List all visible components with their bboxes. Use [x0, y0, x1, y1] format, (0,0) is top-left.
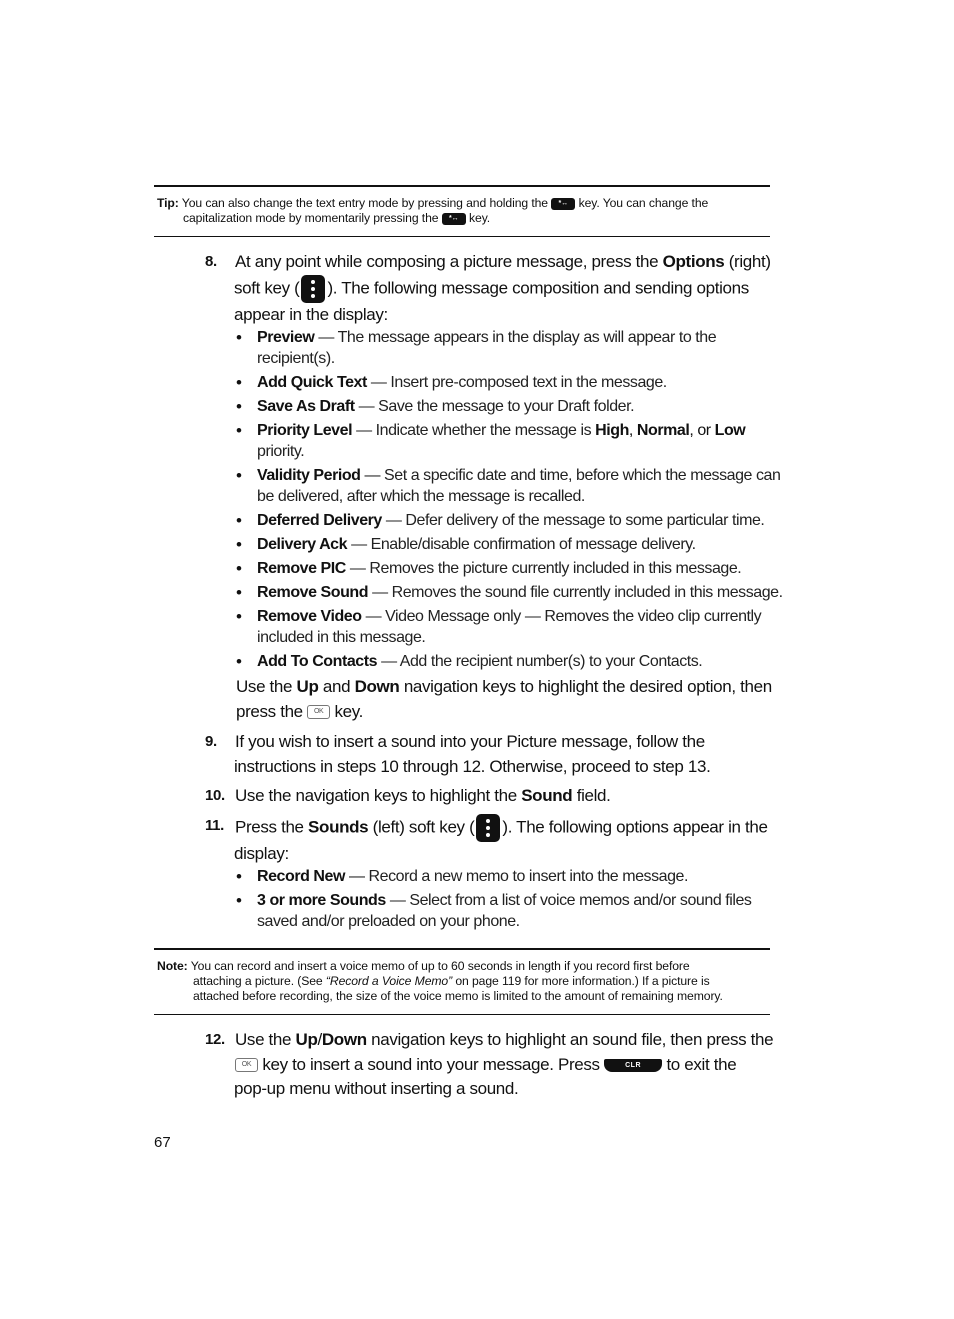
list-item: • Save As Draft — Save the message to your Draft folder. [236, 396, 776, 417]
step-10: 10. Use the navigation keys to highlight the Sound field. [205, 784, 770, 809]
step-12: 12. Use the Up/Down navigation keys to highlight an sound file, then press the OK key to insert a sound into your message. Press CLR to exit the pop-up menu without inserting a sound. [205, 1030, 774, 1098]
page-number: 67 [154, 1134, 171, 1151]
tip-box [157, 196, 769, 226]
step-8 [205, 250, 770, 327]
step-number: 11. [205, 817, 224, 834]
step8-text: appear in the display: [234, 304, 388, 324]
list-item: • Add Quick Text — Insert pre-composed text in the message. [236, 372, 776, 393]
left-soft-key-icon [476, 814, 500, 842]
list-item: • Delivery Ack — Enable/disable confirmation of message delivery. [236, 534, 776, 555]
step8-text: At any point while composing a picture message, press the [235, 252, 659, 271]
step-8-continuation: Use the Up and Down navigation keys to highlight the desired option, then press the OK key. [236, 677, 772, 721]
step11-options-list [236, 866, 776, 932]
list-item: • Remove Sound — Removes the sound file currently included in this message. [236, 582, 776, 603]
step8-options-list [236, 327, 783, 672]
step-number: 12. [205, 1031, 225, 1048]
tip-line1-b: key. You can change the [578, 196, 709, 210]
cross-reference-link[interactable]: “Record a Voice Memo” [325, 974, 453, 988]
tip-line2-b: key. [469, 211, 491, 225]
step-number: 8. [205, 253, 217, 270]
step-number: 9. [205, 733, 217, 750]
step-9: 9. If you wish to insert a sound into your Picture message, follow the instructions in steps 10 through 12. Otherwise, proceed to step 13. [205, 732, 711, 776]
list-item: • Validity Period — Set a specific date and time, before which the message can be delivered, after which the message is recalled. [236, 465, 776, 507]
note-box: Note: You can record and insert a voice memo of up to 60 seconds in length if you record first before attaching a picture. (See “Record a Voice Memo” on page 119 for more information.) If a picture is attached before recording, the size of the voice memo is limited to the amount of remaining memory. [157, 959, 723, 1003]
star-key-icon: *↔ [551, 198, 575, 210]
tip-bottom-rule [154, 236, 770, 237]
step-11: 11. Press the Sounds (left) soft key ( ). The following options appear in the display: [205, 814, 770, 867]
list-item: • Priority Level — Indicate whether the message is High, Normal, or Low priority. [236, 420, 776, 462]
ok-key-icon: OK [307, 705, 330, 719]
step8-text: soft key ( [234, 277, 300, 297]
star-key-icon: *↔ [442, 213, 466, 225]
tip-line1-a: You can also change the text entry mode by pressing and holding the [181, 196, 548, 210]
list-item: • 3 or more Sounds — Select from a list of voice memos and/or sound files saved and/or preloaded on your phone. [236, 890, 776, 932]
list-item: • Deferred Delivery — Defer delivery of the message to some particular time. [236, 510, 776, 531]
options-label: Options [662, 252, 725, 271]
note-top-rule [154, 948, 770, 950]
step8-text: (right) [728, 252, 771, 271]
tip-top-rule [154, 185, 770, 187]
right-soft-key-icon [301, 275, 325, 303]
ok-key-icon: OK [235, 1058, 258, 1072]
list-item: • Remove Video — Video Message only — Removes the video clip currently included in this message. [236, 606, 776, 648]
list-item: • Remove PIC — Removes the picture currently included in this message. [236, 558, 776, 579]
tip-line2-a: capitalization mode by momentarily pressing the [183, 211, 439, 225]
note-bottom-rule [154, 1014, 770, 1015]
list-item: • Preview — The message appears in the display as will appear to the recipient(s). [236, 327, 776, 369]
step8-text: ). The following message composition and sending options [327, 277, 749, 297]
step-number: 10. [205, 787, 225, 804]
clear-key-icon: CLR [604, 1059, 662, 1072]
list-item: • Add To Contacts — Add the recipient number(s) to your Contacts. [236, 651, 776, 672]
list-item: • Record New — Record a new memo to insert into the message. [236, 866, 776, 887]
tip-label: Tip: [157, 196, 179, 210]
note-label: Note: [157, 959, 188, 973]
